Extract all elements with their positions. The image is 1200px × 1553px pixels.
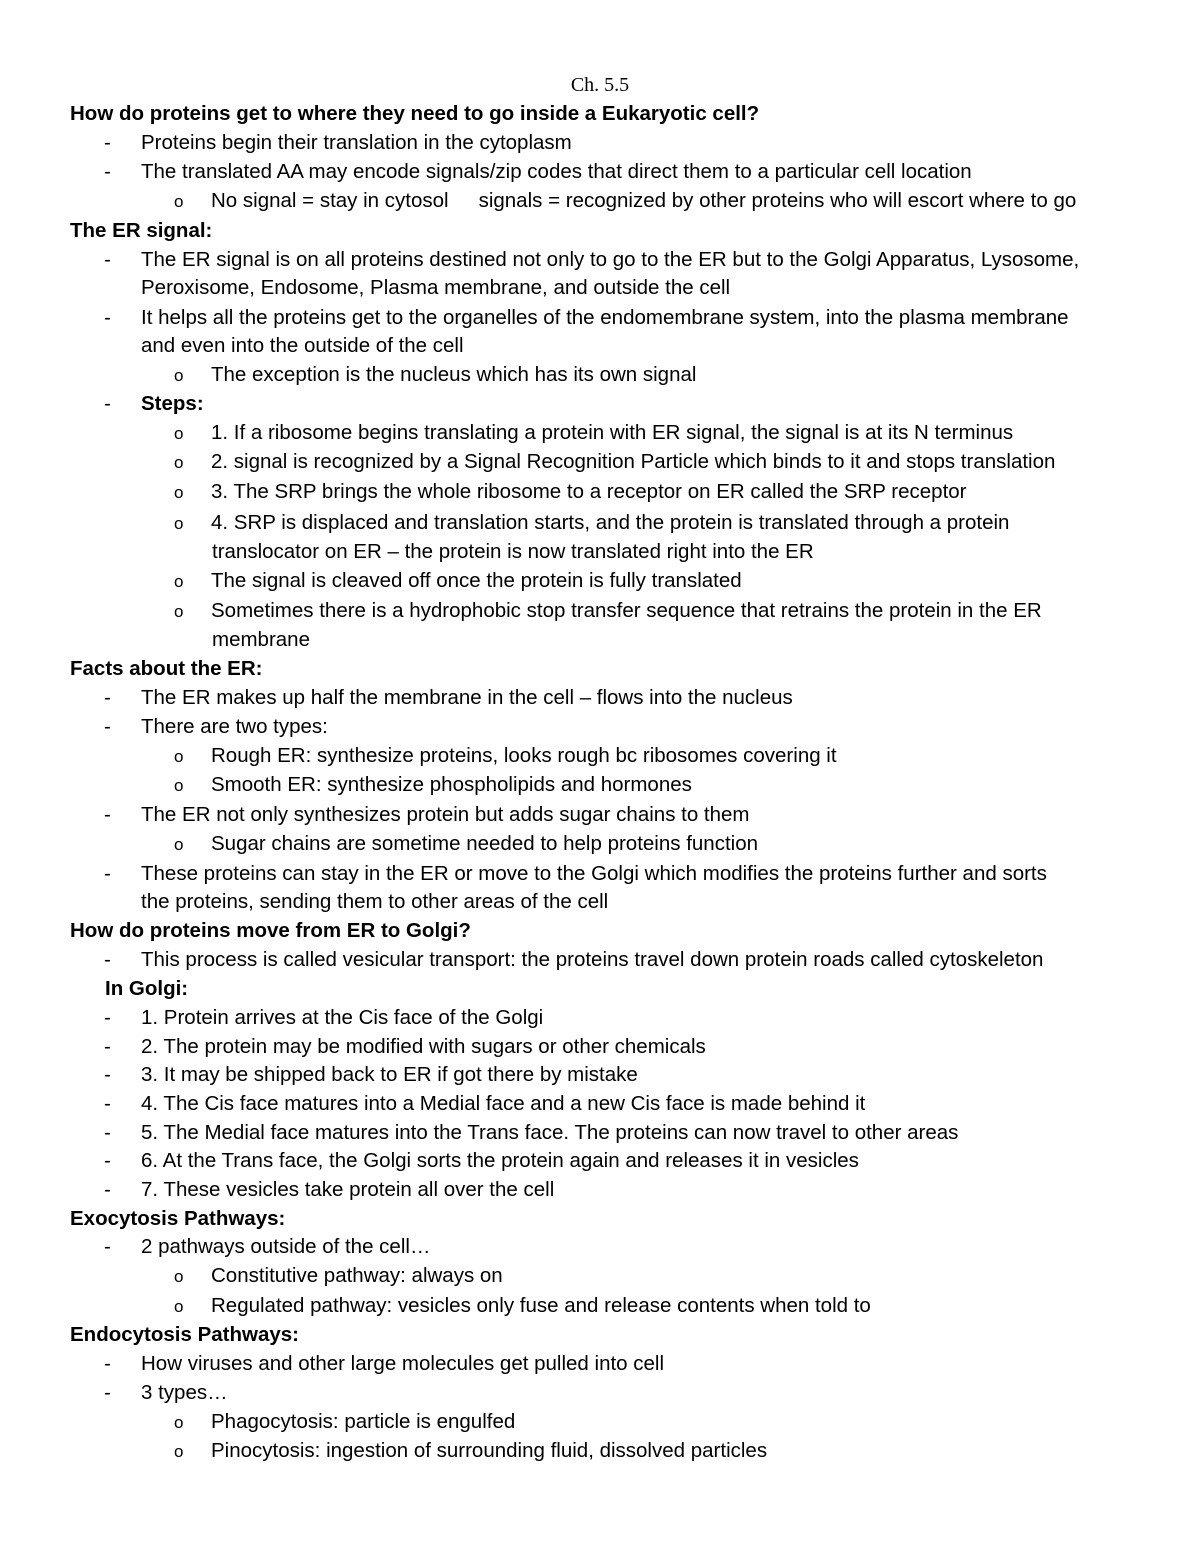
bullet-text: 4. The Cis face matures into a Medial face and a new Cis face is made behind it: [141, 1092, 866, 1115]
section-heading: Facts about the ER:: [70, 657, 263, 680]
bullet-item: [104, 1380, 1200, 1408]
sub-bullet-item: [174, 449, 1200, 477]
circle-bullet: o: [174, 1267, 184, 1286]
sub-bullet-item: [174, 1438, 1200, 1466]
sub-bullet-item: [174, 772, 1200, 800]
sub-bullet-item: [174, 362, 1200, 390]
circle-bullet: o: [174, 776, 184, 795]
circle-bullet: o: [174, 453, 184, 472]
circle-bullet: o: [174, 192, 184, 211]
bullet-continuation: and even into the outside of the cell: [141, 334, 464, 357]
dash-bullet: -: [104, 1381, 111, 1404]
dash-bullet: -: [104, 1035, 111, 1058]
dash-bullet: -: [104, 1149, 111, 1172]
sub-bullet-item: [174, 479, 1200, 507]
dash-bullet: -: [104, 862, 111, 885]
bullet-text: 1. If a ribosome begins translating a protein with ER signal, the signal is at its N terminus: [211, 421, 1014, 444]
circle-bullet: o: [174, 514, 184, 533]
bullet-text: Proteins begin their translation in the cytoplasm: [141, 131, 572, 154]
dash-bullet: -: [104, 686, 111, 709]
bullet-item: [104, 1120, 1200, 1148]
bullet-text: 4. SRP is displaced and translation starts, and the protein is translated through a protein: [211, 511, 1010, 534]
bullet-item: [104, 861, 1200, 889]
sub-bullet-item: [174, 831, 1200, 859]
sub-bullet-item: [174, 1293, 1200, 1321]
bullet-text: Sometimes there is a hydrophobic stop transfer sequence that retrains the protein in the ER: [211, 599, 1042, 622]
bullet-continuation: Peroxisome, Endosome, Plasma membrane, and outside the cell: [141, 276, 731, 299]
bullet-item: [104, 1034, 1200, 1062]
circle-bullet: o: [174, 366, 184, 385]
bullet-text: Pinocytosis: ingestion of surrounding fluid, dissolved particles: [211, 1439, 768, 1462]
bullet-text: 7. These vesicles take protein all over the cell: [141, 1178, 555, 1201]
circle-bullet: o: [174, 747, 184, 766]
bullet-item: [104, 1091, 1200, 1119]
dash-bullet: -: [104, 1092, 111, 1115]
circle-bullet: o: [174, 1413, 184, 1432]
sub-bullet-item: [174, 598, 1200, 626]
circle-bullet: o: [174, 572, 184, 591]
section-heading: Exocytosis Pathways:: [70, 1207, 286, 1230]
dash-bullet: -: [104, 948, 111, 971]
bullet-text: 3 types…: [141, 1381, 228, 1404]
bullet-continuation: membrane: [212, 628, 310, 651]
sub-bullet-item: [174, 510, 1200, 538]
circle-bullet: o: [174, 835, 184, 854]
bullet-text: Constitutive pathway: always on: [211, 1264, 503, 1287]
bullet-text: How viruses and other large molecules get pulled into cell: [141, 1352, 665, 1375]
bullet-item: [104, 1234, 1200, 1262]
bullet-item: [104, 1062, 1200, 1090]
sub-bullet-item: [174, 743, 1200, 771]
bullet-text: 2. signal is recognized by a Signal Recognition Particle which binds to it and stops translation: [211, 450, 1056, 473]
dash-bullet: -: [104, 1235, 111, 1258]
bullet-text: The translated AA may encode signals/zip codes that direct them to a particular cell location: [141, 160, 972, 183]
bullet-item: [104, 1148, 1200, 1176]
dash-bullet: -: [104, 248, 111, 271]
dash-bullet: -: [104, 1063, 111, 1086]
bullet-text: 2 pathways outside of the cell…: [141, 1235, 431, 1258]
bullet-text: 5. The Medial face matures into the Trans face. The proteins can now travel to other areas: [141, 1121, 959, 1144]
bullet-text: The ER not only synthesizes protein but adds sugar chains to them: [141, 803, 750, 826]
bullet-text: signals = recognized by other proteins who will escort where to go: [478, 189, 1077, 212]
page-title: Ch. 5.5: [570, 74, 630, 96]
bullet-text: Regulated pathway: vesicles only fuse and release contents when told to: [211, 1294, 871, 1317]
bullet-text: 3. It may be shipped back to ER if got there by mistake: [141, 1063, 638, 1086]
sub-bullet-item: [174, 1263, 1200, 1291]
dash-bullet: -: [104, 306, 111, 329]
dash-bullet: -: [104, 392, 111, 415]
circle-bullet: o: [174, 424, 184, 443]
sub-bullet-item: [174, 1409, 1200, 1437]
bullet-text: 2. The protein may be modified with sugars or other chemicals: [141, 1035, 706, 1058]
bullet-text: No signal = stay in cytosol: [211, 189, 449, 212]
section-heading: Endocytosis Pathways:: [70, 1323, 299, 1346]
bullet-item: [104, 1351, 1200, 1379]
section-heading: The ER signal:: [70, 219, 213, 242]
bullet-continuation: the proteins, sending them to other areas of the cell: [141, 890, 609, 913]
bullet-item: [104, 130, 1200, 158]
bullet-text: 6. At the Trans face, the Golgi sorts the protein again and releases it in vesicles: [141, 1149, 859, 1172]
dash-bullet: -: [104, 160, 111, 183]
bullet-item: [104, 714, 1200, 742]
bullet-item: [104, 391, 1200, 419]
steps-label: Steps:: [141, 392, 204, 415]
sub-bullet-item: [174, 420, 1200, 448]
sub-bullet-item: [174, 568, 1200, 596]
dash-bullet: -: [104, 1121, 111, 1144]
section-heading: How do proteins move from ER to Golgi?: [70, 919, 471, 942]
bullet-text: The ER makes up half the membrane in the cell – flows into the nucleus: [141, 686, 793, 709]
dash-bullet: -: [104, 131, 111, 154]
bullet-text: The signal is cleaved off once the protein is fully translated: [211, 569, 742, 592]
bullet-item: [104, 247, 1200, 275]
bullet-continuation: translocator on ER – the protein is now translated right into the ER: [212, 540, 814, 563]
bullet-item: [104, 159, 1200, 187]
circle-bullet: o: [174, 602, 184, 621]
bullet-item: [104, 1005, 1200, 1033]
circle-bullet: o: [174, 483, 184, 502]
bullet-item: [104, 1177, 1200, 1205]
dash-bullet: -: [104, 1352, 111, 1375]
dash-bullet: -: [104, 1006, 111, 1029]
bullet-item: [104, 305, 1200, 333]
bullet-text: Phagocytosis: particle is engulfed: [211, 1410, 516, 1433]
dash-bullet: -: [104, 803, 111, 826]
bullet-text: This process is called vesicular transport: the proteins travel down protein roads called cytoskeleton: [141, 948, 1044, 971]
circle-bullet: o: [174, 1297, 184, 1316]
bullet-item: [104, 802, 1200, 830]
sub-bullet-item: [174, 188, 1200, 216]
dash-bullet: -: [104, 1178, 111, 1201]
dash-bullet: -: [104, 715, 111, 738]
bullet-text: Sugar chains are sometime needed to help proteins function: [211, 832, 759, 855]
bullet-text: It helps all the proteins get to the organelles of the endomembrane system, into the plasma membrane: [141, 306, 1069, 329]
bullet-item: [104, 685, 1200, 713]
bullet-text: Smooth ER: synthesize phospholipids and hormones: [211, 773, 692, 796]
circle-bullet: o: [174, 1442, 184, 1461]
bullet-text: Rough ER: synthesize proteins, looks rough bc ribosomes covering it: [211, 744, 837, 767]
bullet-text: 1. Protein arrives at the Cis face of the Golgi: [141, 1006, 544, 1029]
bullet-text: 3. The SRP brings the whole ribosome to a receptor on ER called the SRP receptor: [211, 480, 967, 503]
bullet-text: The exception is the nucleus which has its own signal: [211, 363, 697, 386]
bullet-text: The ER signal is on all proteins destined not only to go to the ER but to the Golgi Apparatus, Lysosome,: [141, 248, 1080, 271]
subsection-heading: In Golgi:: [105, 977, 189, 1000]
bullet-text: These proteins can stay in the ER or move to the Golgi which modifies the proteins further and sorts: [141, 862, 1047, 885]
section-heading: How do proteins get to where they need to go inside a Eukaryotic cell?: [70, 102, 760, 125]
bullet-text: There are two types:: [141, 715, 328, 738]
bullet-item: [104, 947, 1200, 975]
